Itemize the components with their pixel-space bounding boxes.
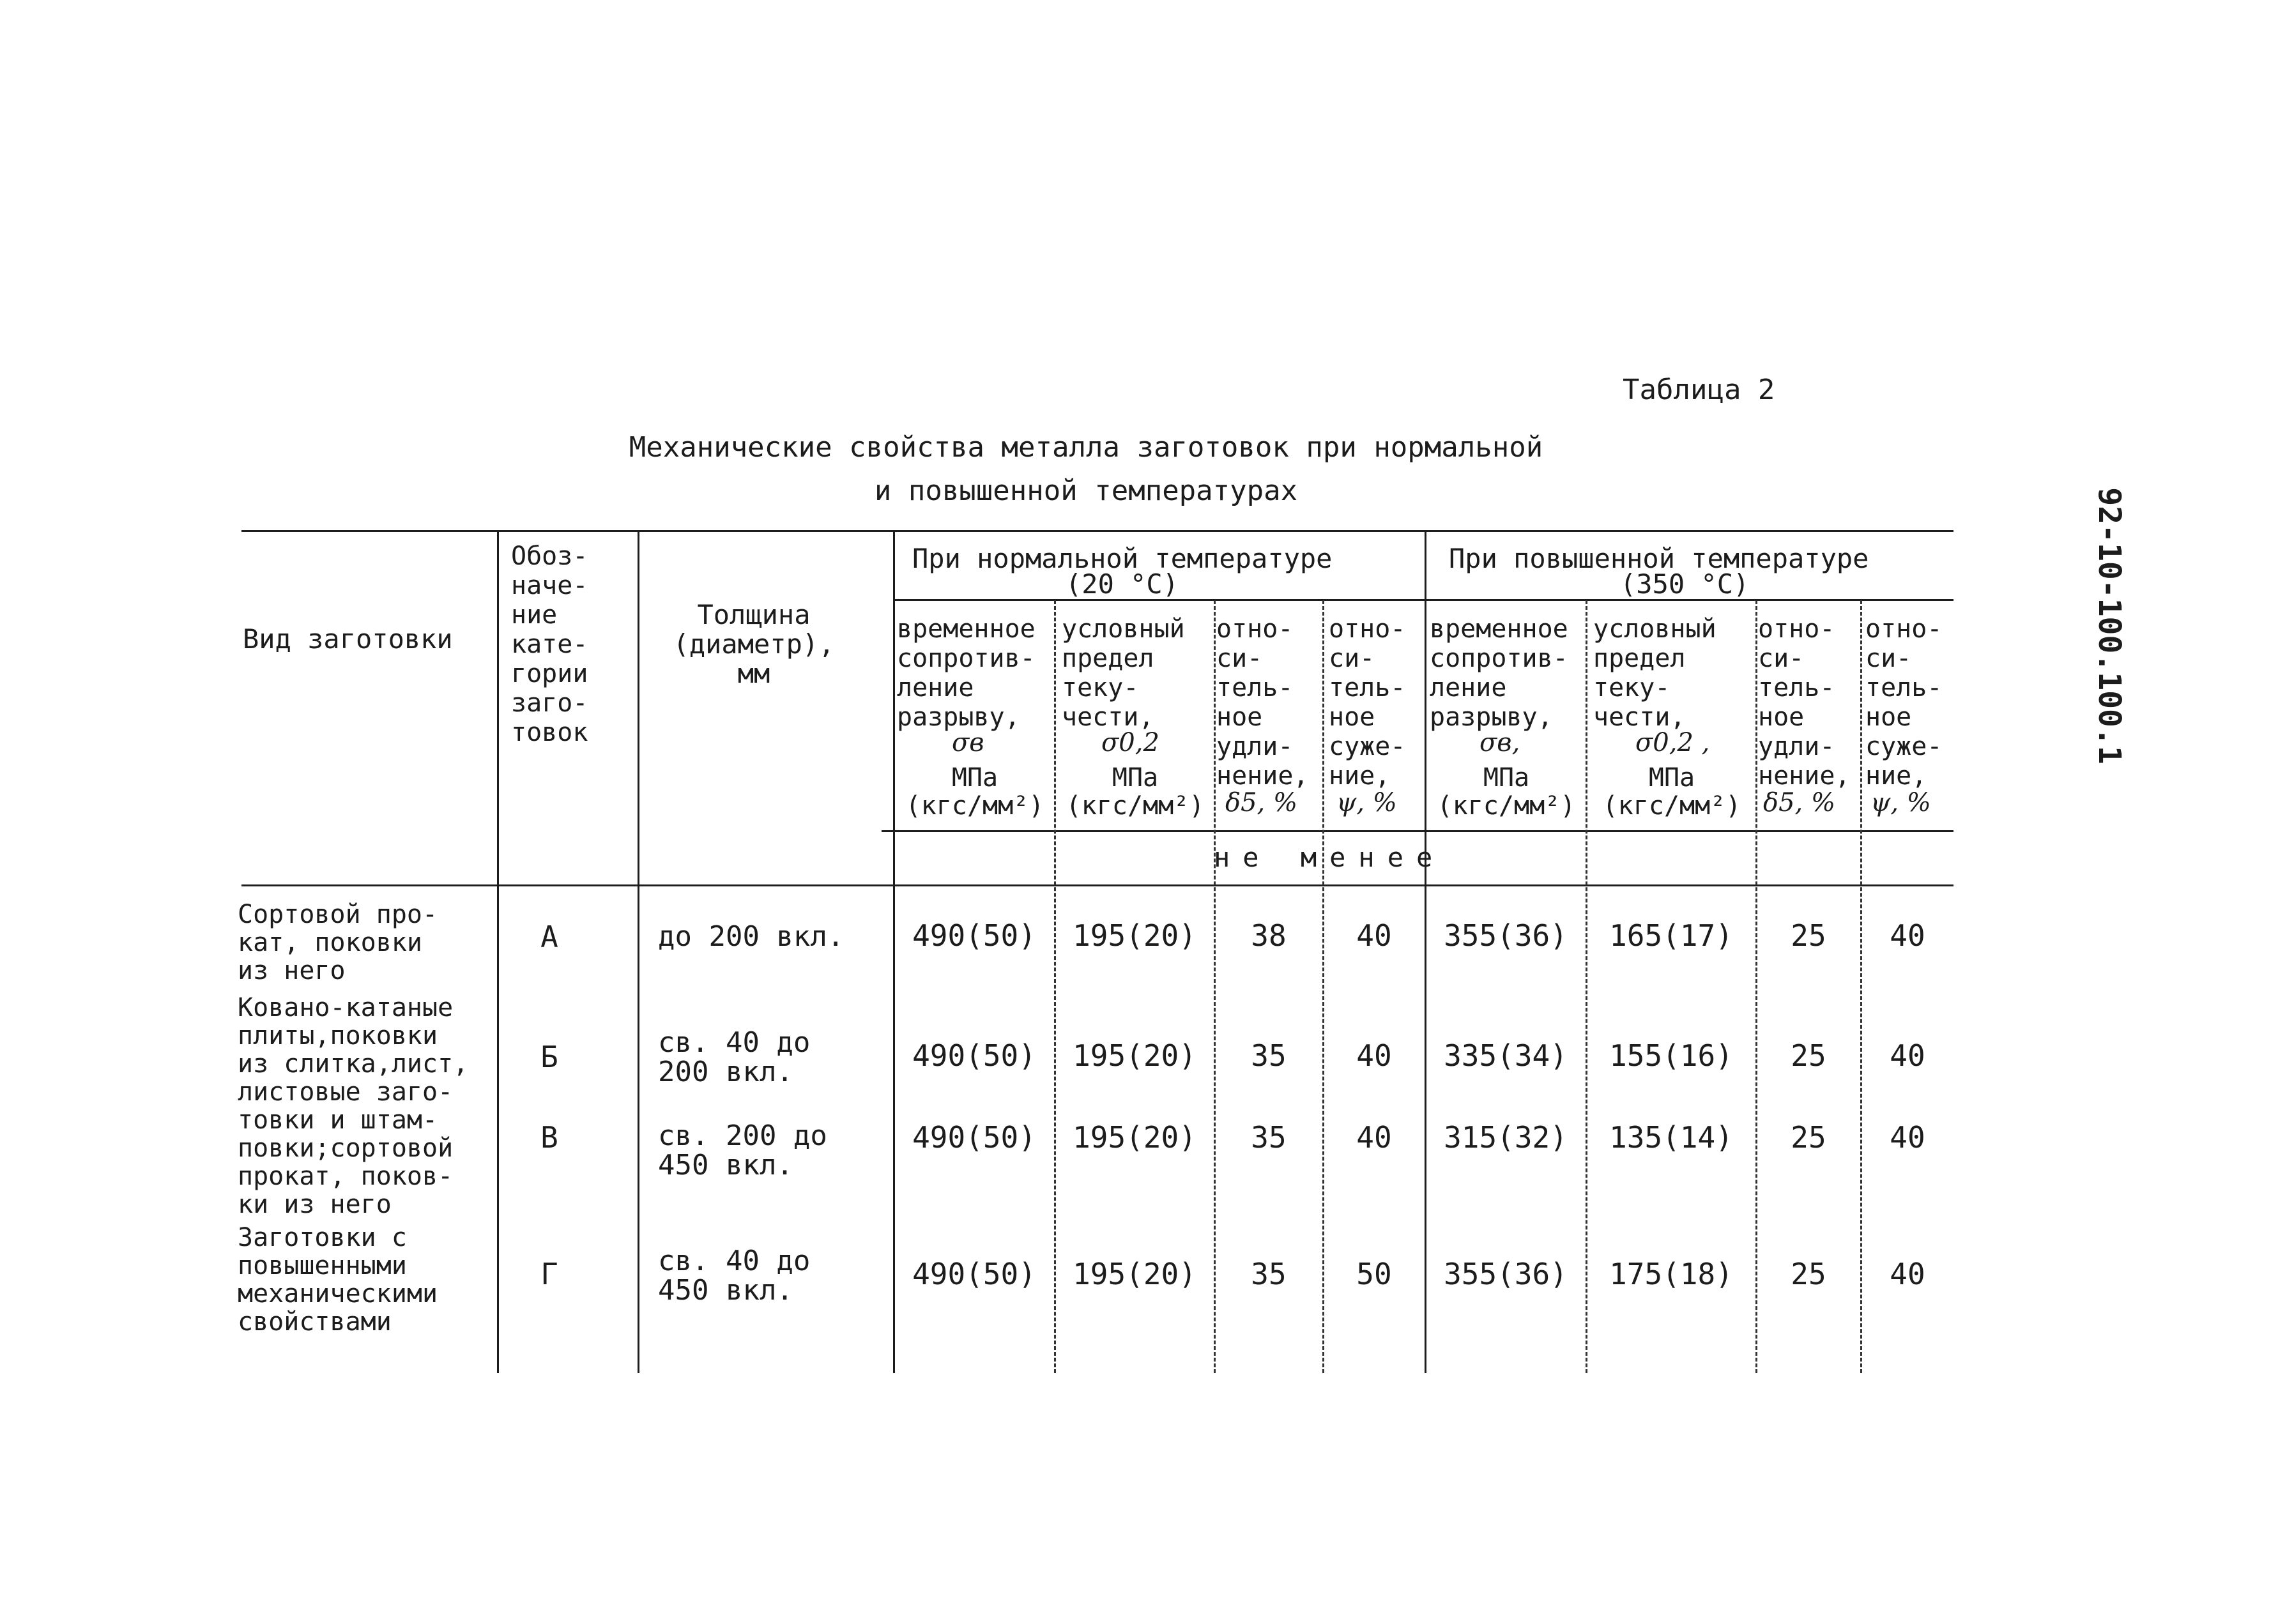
value-cell: 40 <box>1890 1257 1925 1291</box>
value-cell: 490(50) <box>912 1257 1036 1291</box>
header-reduction-elevated: отно- си- тель- ное суже- ние, <box>1865 614 1943 791</box>
value-cell: 40 <box>1356 918 1392 953</box>
kind-forged-rolled: Кованo-катаные плиты,поковки из слитка,лист, листовые заго- товки и штам- повки;сортовой прокат, поков- ки из него <box>238 993 469 1219</box>
document-code: 92-10-100.100.1 <box>2091 487 2127 764</box>
value-cell: 38 <box>1251 918 1287 953</box>
header-yield-elevated: условный предел теку- чести, <box>1593 614 1716 732</box>
thickness-cell: св. 200 до 450 вкл. <box>658 1119 827 1181</box>
header-thickness: Толщина (диаметр), мм <box>673 599 835 689</box>
header-normal-temp: (20 °C) <box>1066 568 1179 600</box>
value-cell: 35 <box>1251 1257 1287 1291</box>
value-cell: 50 <box>1356 1257 1392 1291</box>
value-cell: 40 <box>1356 1038 1392 1073</box>
header-elongation-normal: отно- си- тель- ное удли- нение, <box>1216 614 1309 791</box>
value-cell: 165(17) <box>1609 918 1733 953</box>
symbol-elongation-elevated: δ5, % <box>1763 788 1835 817</box>
header-elongation-elevated: отно- си- тель- ное удли- нение, <box>1758 614 1851 791</box>
value-cell: 35 <box>1251 1038 1287 1073</box>
value-cell: 25 <box>1791 1120 1826 1155</box>
unit-yield-normal: МПа (кгс/мм²) <box>1066 763 1205 821</box>
value-cell: 195(20) <box>1073 1120 1196 1155</box>
symbol-reduction-normal: ψ, % <box>1336 788 1397 817</box>
kind-improved: Заготовки с повышенными механическими свойствами <box>238 1223 438 1337</box>
value-cell: 40 <box>1356 1120 1392 1155</box>
symbol-yield-normal: σ0,2 <box>1101 728 1159 757</box>
value-cell: 25 <box>1791 1038 1826 1073</box>
kind-rolled: Сортовой про- кат, поковки из него <box>238 900 438 985</box>
value-cell: 195(20) <box>1073 1257 1196 1291</box>
col-divider-category <box>497 530 499 1373</box>
symbol-tensile-elevated: σв, <box>1479 728 1520 757</box>
unit-yield-elevated: МПа (кгс/мм²) <box>1602 763 1741 821</box>
header-normal-group: При нормальной температуре <box>912 543 1333 574</box>
symbol-reduction-elevated: ψ, % <box>1870 788 1931 817</box>
header-category: Обоз- наче- ние кате- гории заго- товок <box>511 542 588 747</box>
header-yield-normal: условный предел теку- чести, <box>1062 614 1185 732</box>
category-cell: А <box>540 920 558 954</box>
table-title-line-1: Механические свойства металла заготовок при нормальной <box>629 431 1543 464</box>
category-cell: Г <box>540 1257 558 1291</box>
header-elevated-temp: (350 °C) <box>1620 568 1750 600</box>
value-cell: 175(18) <box>1609 1257 1733 1291</box>
value-cell: 195(20) <box>1073 918 1196 953</box>
symbol-elongation-normal: δ5, % <box>1225 788 1297 817</box>
group-header-rule <box>894 599 1953 601</box>
value-cell: 335(34) <box>1444 1038 1568 1073</box>
value-cell: 355(36) <box>1444 1257 1568 1291</box>
table-number: Таблица 2 <box>1623 374 1775 406</box>
value-cell: 195(20) <box>1073 1038 1196 1073</box>
value-cell: 40 <box>1890 918 1925 953</box>
not-less-label: не менее <box>1214 842 1446 873</box>
value-cell: 315(32) <box>1444 1120 1568 1155</box>
category-cell: В <box>540 1120 558 1155</box>
value-cell: 35 <box>1251 1120 1287 1155</box>
header-tensile-normal: временное сопротив- ление разрыву, <box>897 614 1036 732</box>
category-cell: Б <box>540 1040 558 1074</box>
thickness-cell: св. 40 до 450 вкл. <box>658 1245 811 1307</box>
value-cell: 40 <box>1890 1120 1925 1155</box>
value-cell: 155(16) <box>1609 1038 1733 1073</box>
value-cell: 490(50) <box>912 1038 1036 1073</box>
value-cell: 25 <box>1791 918 1826 953</box>
table-title-line-2: и повышенной температурах <box>874 474 1298 507</box>
symbol-tensile-normal: σв <box>952 728 984 757</box>
header-elevated-group: При повышенной температуре <box>1449 543 1869 574</box>
unit-tensile-normal: МПа (кгс/мм²) <box>905 763 1044 821</box>
symbol-yield-elevated: σ0,2 , <box>1635 728 1710 757</box>
value-cell: 355(36) <box>1444 918 1568 953</box>
header-reduction-normal: отно- си- тель- ное суже- ние, <box>1329 614 1406 791</box>
value-cell: 490(50) <box>912 1120 1036 1155</box>
value-cell: 40 <box>1890 1038 1925 1073</box>
unit-tensile-elevated: МПа (кгс/мм²) <box>1437 763 1576 821</box>
thickness-cell: св. 40 до 200 вкл. <box>658 1026 811 1088</box>
header-tensile-elevated: временное сопротив- ление разрыву, <box>1430 614 1568 732</box>
header-bottom-rule <box>882 830 1953 832</box>
thickness-cell: до 200 вкл. <box>658 920 845 953</box>
value-cell: 135(14) <box>1609 1120 1733 1155</box>
header-kind: Вид заготовки <box>243 623 453 655</box>
value-cell: 490(50) <box>912 918 1036 953</box>
value-cell: 25 <box>1791 1257 1826 1291</box>
